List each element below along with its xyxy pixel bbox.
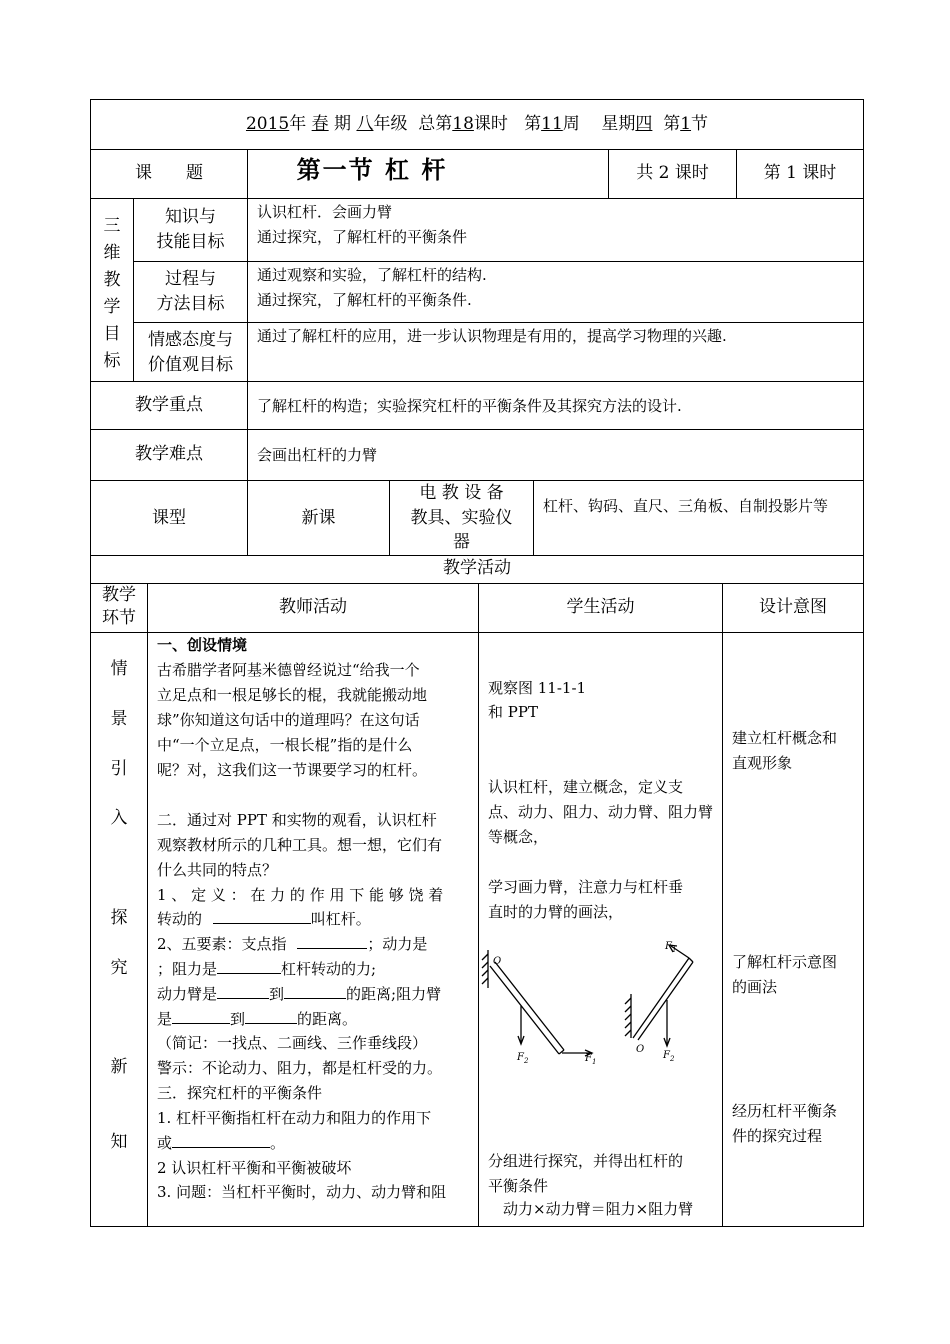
- section-value: 1: [680, 114, 692, 134]
- section-three-heading: 三．探究杠杆的平衡条件: [157, 1084, 323, 1102]
- week-suffix: 周: [562, 114, 580, 134]
- effort-arm-blank-1: [217, 983, 269, 999]
- memo-line: （简记：一找点、二画线、三作垂线段）: [157, 1034, 428, 1052]
- balance-or: 或: [157, 1134, 173, 1152]
- resistance-line: [157, 958, 376, 981]
- teacher-line: 立足点和一根足够长的棍，我就能搬动地: [157, 686, 428, 704]
- grade-value: 八: [356, 114, 374, 134]
- objective-knowledge-line-1: 认识杠杆．会画力臂: [257, 203, 393, 221]
- definition-line-1: 1 、 定 义 ： 在 力 的 作 用 下 能 够 饶 着: [157, 886, 444, 904]
- topic-label: 课 题: [135, 163, 203, 183]
- student-header: 学生活动: [566, 597, 635, 617]
- objective-process-line-1: 通过观察和实验，了解杠杆的结构.: [257, 266, 487, 284]
- effort-arm-suffix: 的距离;阻力臂: [346, 985, 442, 1003]
- total-suffix: 课时: [473, 114, 508, 134]
- teacher-line: 球”你知道这句话中的道理吗？在这句话: [157, 711, 420, 729]
- teacher-line: 呢？对，这我们这一节课要学习的杠杆。: [157, 761, 428, 779]
- weekday-label: 星期: [601, 114, 636, 134]
- balance-line-4: 3. 问题：当杠杆平衡时，动力、动力臂和阻: [157, 1183, 447, 1201]
- five-elements-line: [157, 933, 427, 956]
- objectives-group-char: 维: [103, 243, 121, 263]
- warning-line: 警示：不论动力、阻力，都是杠杆受的力。: [157, 1059, 443, 1077]
- lesson-type-label: 课型: [152, 508, 186, 528]
- effort-arm-line: [157, 983, 441, 1006]
- objective-knowledge-line-2: 通过探究，了解杠杆的平衡条件: [257, 228, 468, 246]
- year-value: 2015: [245, 114, 290, 134]
- total-hours: 共 2 课时: [636, 163, 709, 183]
- intent-line: 件的探究过程: [732, 1127, 823, 1145]
- teacher-line: 中“一个立足点，一根长棍”指的是什么: [157, 736, 413, 754]
- intent-line: 直观形象: [732, 754, 793, 772]
- stage-char: 引: [110, 759, 128, 779]
- resistance-label-left: $F_2$: [517, 1052, 529, 1065]
- wall-hatch: [625, 998, 631, 1004]
- week-label: 第: [524, 114, 542, 134]
- grade-label: 年级: [373, 114, 408, 134]
- objective-knowledge-label-2: 技能目标: [156, 232, 225, 252]
- five-elements-prefix: 2、五要素：支点指: [157, 935, 292, 953]
- total-label: 总第: [418, 114, 453, 134]
- lever-bar: [490, 966, 559, 1054]
- objective-attitude-label-1: 情感态度与: [148, 330, 233, 350]
- intent-line: 的画法: [732, 978, 778, 996]
- wall-hatch: [482, 954, 488, 960]
- objective-process-label-2: 方法目标: [156, 294, 225, 314]
- resistance-blank: [217, 958, 281, 974]
- key-point-text: 了解杠杆的构造；实验探究杠杆的平衡条件及其探究方法的设计.: [257, 397, 682, 415]
- balance-blank: [172, 1132, 270, 1148]
- stage-char: 探: [110, 908, 128, 928]
- objective-process-line-2: 通过探究，了解杠杆的平衡条件.: [257, 291, 472, 309]
- wall-hatch: [482, 962, 488, 968]
- key-point-label: 教学重点: [135, 395, 203, 415]
- topic-title: 第一节 杠 杆: [296, 155, 448, 184]
- wall-hatch: [482, 970, 488, 976]
- resistance-arm-line: [157, 1008, 357, 1031]
- intent-header: 设计意图: [759, 597, 827, 617]
- stage-char: 新: [110, 1057, 128, 1077]
- objectives-group-char: 教: [103, 270, 121, 290]
- teacher-line: 观察教材所示的几种工具。想一想，它们有: [157, 836, 443, 854]
- equipment-value: 杠杆、钩码、直尺、三角板、自制投影片等: [543, 497, 829, 515]
- effort-label-right: $F_1$: [665, 941, 677, 954]
- resistance-arm-blank-1: [172, 1008, 230, 1024]
- resistance-arm-blank-2: [245, 1008, 297, 1024]
- term-value: 春: [311, 114, 329, 134]
- resistance-label-right: $F_2$: [663, 1050, 675, 1063]
- wall-hatch: [625, 1030, 631, 1036]
- effort-label: ；动力是: [367, 935, 428, 953]
- teacher-line: 古希腊学者阿基米德曾经说过“给我一个: [157, 661, 420, 679]
- lever-end: [689, 958, 693, 962]
- section-label: 第: [663, 114, 681, 134]
- objective-knowledge-label-1: 知识与: [165, 207, 216, 227]
- teacher-header: 教师活动: [279, 597, 347, 617]
- resistance-arm-suffix: 的距离。: [297, 1010, 358, 1028]
- student-line: 等概念，: [488, 828, 549, 846]
- intent-line: 了解杠杆示意图: [732, 953, 838, 971]
- balance-line-3: 2 认识杠杆平衡和平衡被破坏: [157, 1159, 352, 1177]
- balance-formula: 动力×动力臂＝阻力×阻力臂: [503, 1200, 694, 1218]
- student-observe-1: 观察图 11-1-1: [488, 679, 587, 697]
- effort-label-left: $F_1$: [585, 1053, 597, 1066]
- lever-bar: [638, 962, 693, 1040]
- definition-suffix: 叫杠杆。: [310, 910, 371, 928]
- stage-char: 知: [110, 1132, 128, 1152]
- wall-hatch: [482, 978, 488, 984]
- resistance-arm-to: 到: [230, 1010, 246, 1028]
- stage-char: 情: [110, 659, 128, 679]
- objectives-group-char: 学: [103, 297, 121, 317]
- intent-line: 建立杠杆概念和: [732, 729, 838, 747]
- stage-char: 究: [110, 958, 128, 978]
- difficulty-label: 教学难点: [135, 444, 203, 464]
- year-label: 年: [289, 114, 307, 134]
- objectives-group-char: 目: [103, 324, 121, 344]
- equipment-label-2: 教具、实验仪: [410, 508, 513, 528]
- intent-line: 经历杠杆平衡条: [732, 1102, 838, 1120]
- objective-attitude-line-1: 通过了解杠杆的应用，进一步认识物理是有用的，提高学习物理的兴趣.: [257, 327, 727, 345]
- stage-char: 景: [110, 709, 128, 729]
- equipment-label-3: 器: [453, 532, 470, 552]
- stage-header-2: 环节: [102, 608, 136, 628]
- student-line: 认识杠杆，建立概念，定义支: [488, 778, 684, 796]
- effort-arm-blank-2: [284, 983, 346, 999]
- student-line: 分组进行探究，并得出杠杆的: [488, 1152, 684, 1170]
- student-line: 点、动力、阻力、动力臂、阻力臂: [488, 803, 714, 821]
- stage-char: 入: [110, 808, 128, 828]
- student-line: 直时的力臂的画法，: [488, 903, 624, 921]
- week-value: 11: [541, 114, 563, 134]
- objective-attitude-label-2: 价值观目标: [148, 355, 233, 375]
- lever-diagram: [479, 938, 722, 1078]
- lever-diagram-left: [482, 950, 596, 1066]
- definition-prefix: 转动的: [157, 910, 207, 928]
- schedule-line: [90, 113, 864, 136]
- total-lesson-value: 18: [452, 114, 474, 134]
- wall-hatch: [625, 1006, 631, 1012]
- current-hour: 第 1 课时: [763, 163, 837, 183]
- resistance-arm-prefix: 是: [157, 1010, 173, 1028]
- wall-hatch: [625, 1022, 631, 1028]
- teacher-line: 什么共同的特点？: [157, 861, 278, 879]
- objectives-group-char: 标: [103, 351, 121, 371]
- equipment-value-cell: [533, 480, 864, 556]
- student-observe-2: 和 PPT: [488, 703, 538, 721]
- wall-hatch: [625, 1014, 631, 1020]
- definition-line-2: [157, 908, 371, 931]
- fulcrum-blank: [297, 933, 367, 949]
- activities-banner: 教学活动: [443, 558, 511, 578]
- fulcrum-label-left: O: [493, 956, 502, 967]
- section-suffix: 节: [691, 114, 709, 134]
- definition-blank: [213, 908, 311, 924]
- teacher-line: 二．通过对 PPT 和实物的观看，认识杠杆: [157, 811, 437, 829]
- objective-process-label-1: 过程与: [165, 269, 216, 289]
- lever-diagram-right: [625, 941, 693, 1063]
- resistance-prefix: ；阻力是: [157, 960, 218, 978]
- lever-bar: [495, 962, 564, 1050]
- teacher-heading: 一、创设情境: [157, 636, 248, 654]
- effort-arm-to: 到: [269, 985, 285, 1003]
- fulcrum-label-right: O: [636, 1044, 645, 1055]
- objectives-group-char: 三: [103, 216, 121, 236]
- student-line: 平衡条件: [488, 1177, 549, 1195]
- balance-period: 。: [270, 1134, 286, 1152]
- term-label: 期: [334, 114, 352, 134]
- resistance-suffix: 杠杆转动的力;: [281, 960, 377, 978]
- lever-bar: [633, 958, 689, 1038]
- equipment-label-1: 电 教 设 备: [419, 483, 504, 503]
- difficulty-text: 会画出杠杆的力臂: [257, 446, 378, 464]
- student-line: 学习画力臂，注意力与杠杆垂: [488, 878, 684, 896]
- lesson-type-value: 新课: [301, 508, 336, 528]
- balance-line-1: 1. 杠杆平衡指杠杆在动力和阻力的作用下: [157, 1109, 432, 1127]
- balance-line-2: [157, 1132, 285, 1155]
- weekday-value: 四: [635, 114, 653, 134]
- effort-arm-prefix: 动力臂是: [157, 985, 218, 1003]
- stage-header-1: 教学: [102, 585, 136, 605]
